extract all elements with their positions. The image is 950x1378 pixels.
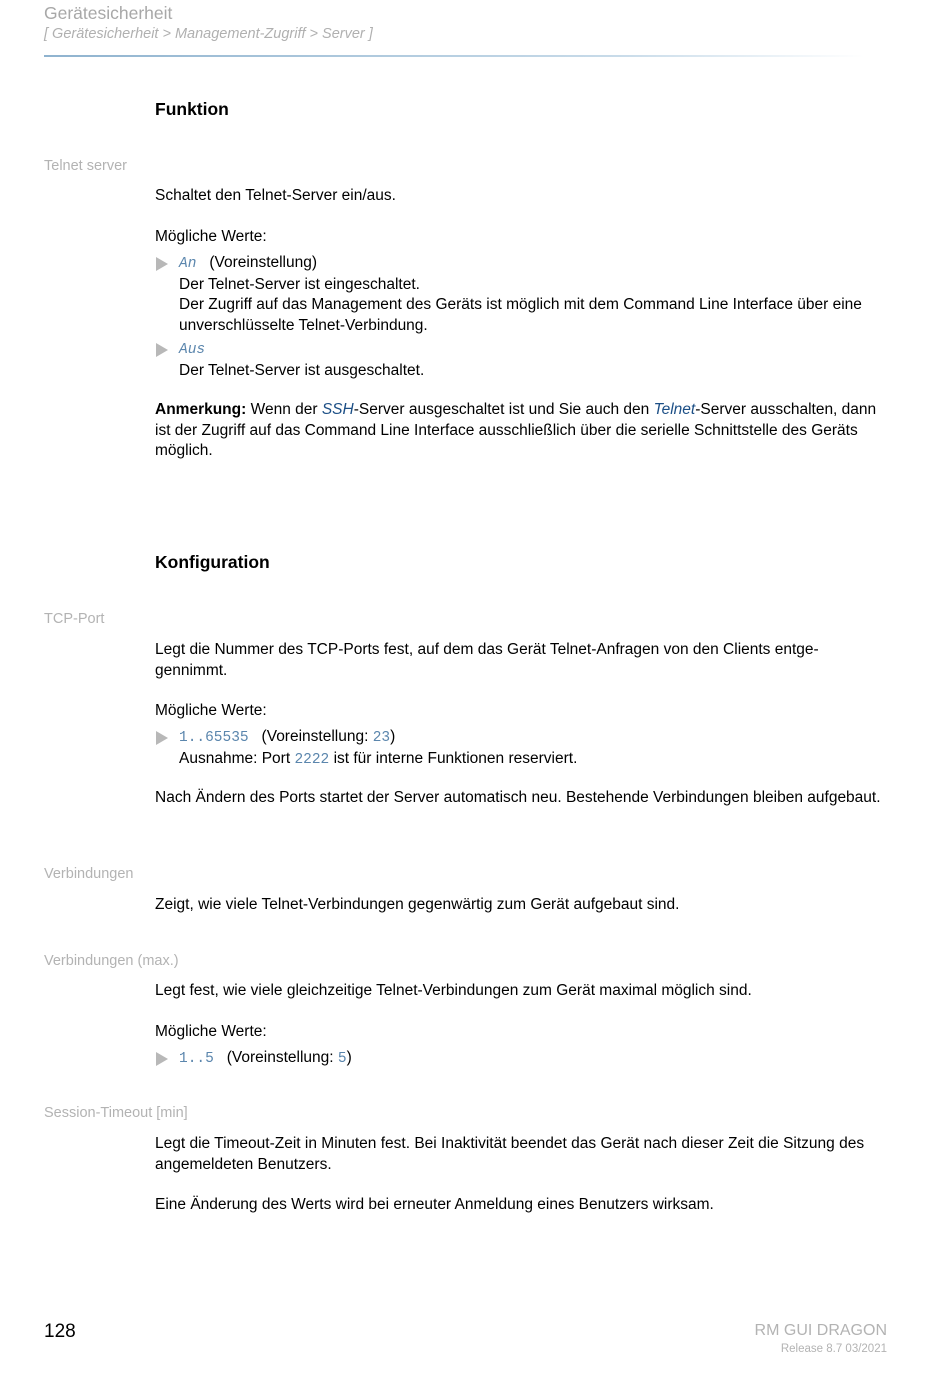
note-label: Anmerkung:	[155, 401, 247, 418]
paren-close: )	[346, 1049, 352, 1066]
option-value-an: An	[179, 256, 197, 272]
session-timeout-note: Eine Änderung des Werts wird bei erneuter Anmeldung eines Benutzers wirksam.	[155, 1196, 714, 1213]
tcp-port-default-value: 23	[372, 730, 391, 746]
option-aus	[155, 339, 890, 381]
bullet-triangle-icon	[156, 731, 168, 745]
tcp-port-exception-port: 2222	[294, 751, 330, 768]
telnet-server-values-intro: Mögliche Werte:	[155, 228, 267, 245]
note-text: -Server ausschalten, dann ist der Zugriff auf das Command Line Interface ausschließlich über die serielle Schnittstelle des Geräts möglich.	[155, 401, 881, 459]
option-an	[155, 253, 890, 336]
option-an-default: (Voreinstellung)	[209, 254, 318, 271]
tcp-port-default-label: (Voreinstellung:	[261, 728, 373, 745]
verbindungen-max-description: Legt fest, wie viele gleichzeitige Telnet-Verbindungen zum Gerät maximal möglich sind.	[155, 982, 752, 999]
note-text: -Server ausgeschaltet ist und Sie auch den	[353, 401, 654, 418]
page-number: 128	[44, 1321, 76, 1342]
bullet-triangle-icon	[156, 343, 168, 357]
option-an-line	[179, 253, 890, 275]
param-label-verbindungen: Verbindungen	[44, 866, 134, 882]
verbindungen-max-values-intro: Mögliche Werte:	[155, 1023, 267, 1040]
link-telnet[interactable]: Telnet	[653, 401, 696, 418]
option-value-aus: Aus	[179, 342, 206, 358]
tcp-port-range: 1..65535	[179, 730, 249, 746]
tcp-port-option	[155, 727, 890, 770]
bullet-triangle-icon	[156, 1052, 168, 1066]
session-timeout-description: Legt die Timeout-Zeit in Minuten fest. Bei Inaktivität beendet das Gerät nach dieser Zeit die Sitzung des angemeldeten Benutzers.	[155, 1135, 865, 1173]
verbindungen-max-option	[155, 1048, 890, 1070]
verbindungen-description: Zeigt, wie viele Telnet-Verbindungen gegenwärtig zum Gerät aufgebaut sind.	[155, 896, 680, 913]
param-label-verbindungen-max: Verbindungen (max.)	[44, 953, 179, 969]
telnet-server-description: Schaltet den Telnet-Server ein/aus.	[155, 187, 396, 204]
param-label-tcp-port: TCP-Port	[44, 611, 105, 627]
tcp-port-restart-note: Nach Ändern des Ports startet der Server automatisch neu. Bestehende Verbindungen bleiben aufgebaut.	[155, 789, 881, 806]
param-label-telnet-server: Telnet server	[44, 158, 128, 174]
bullet-triangle-icon	[156, 257, 168, 271]
footer-release: Release 8.7 03/2021	[780, 1343, 887, 1355]
tcp-port-description: Legt die Nummer des TCP-Ports fest, auf dem das Gerät Telnet-Anfragen von den Clients entge-gennimmt.	[155, 641, 819, 679]
header-divider	[44, 55, 864, 57]
option-an-desc-2: Der Zugriff auf das Management des Geräts ist möglich mit dem Command Line Interface über eine unverschlüsselte Telnet-Verbindung.	[179, 296, 862, 334]
tcp-port-exception: Ausnahme: Port	[179, 749, 295, 767]
tcp-port-exception-rest: ist für interne Funktionen reserviert.	[329, 749, 578, 767]
verbindungen-max-default-label: (Voreinstellung:	[226, 1049, 338, 1066]
option-aus-desc: Der Telnet-Server ist ausgeschaltet.	[179, 361, 425, 379]
note-text: Wenn der	[246, 401, 322, 418]
section-heading-funktion: Funktion	[155, 99, 229, 119]
footer-doc-title: RM GUI DRAGON	[754, 1322, 887, 1339]
option-an-desc-1: Der Telnet-Server ist eingeschaltet.	[179, 275, 420, 293]
section-heading-konfiguration: Konfiguration	[155, 552, 270, 572]
breadcrumb: [ Gerätesicherheit > Management-Zugriff > Server ]	[44, 26, 373, 42]
verbindungen-max-default-value: 5	[337, 1051, 347, 1067]
link-ssh[interactable]: SSH	[321, 401, 354, 418]
telnet-note	[155, 400, 890, 462]
page-header-title: Gerätesicherheit	[44, 3, 173, 23]
tcp-port-values-intro: Mögliche Werte:	[155, 702, 267, 719]
param-label-session-timeout: Session-Timeout [min]	[44, 1105, 188, 1121]
verbindungen-max-range: 1..5	[179, 1051, 214, 1067]
paren-close: )	[390, 728, 396, 745]
